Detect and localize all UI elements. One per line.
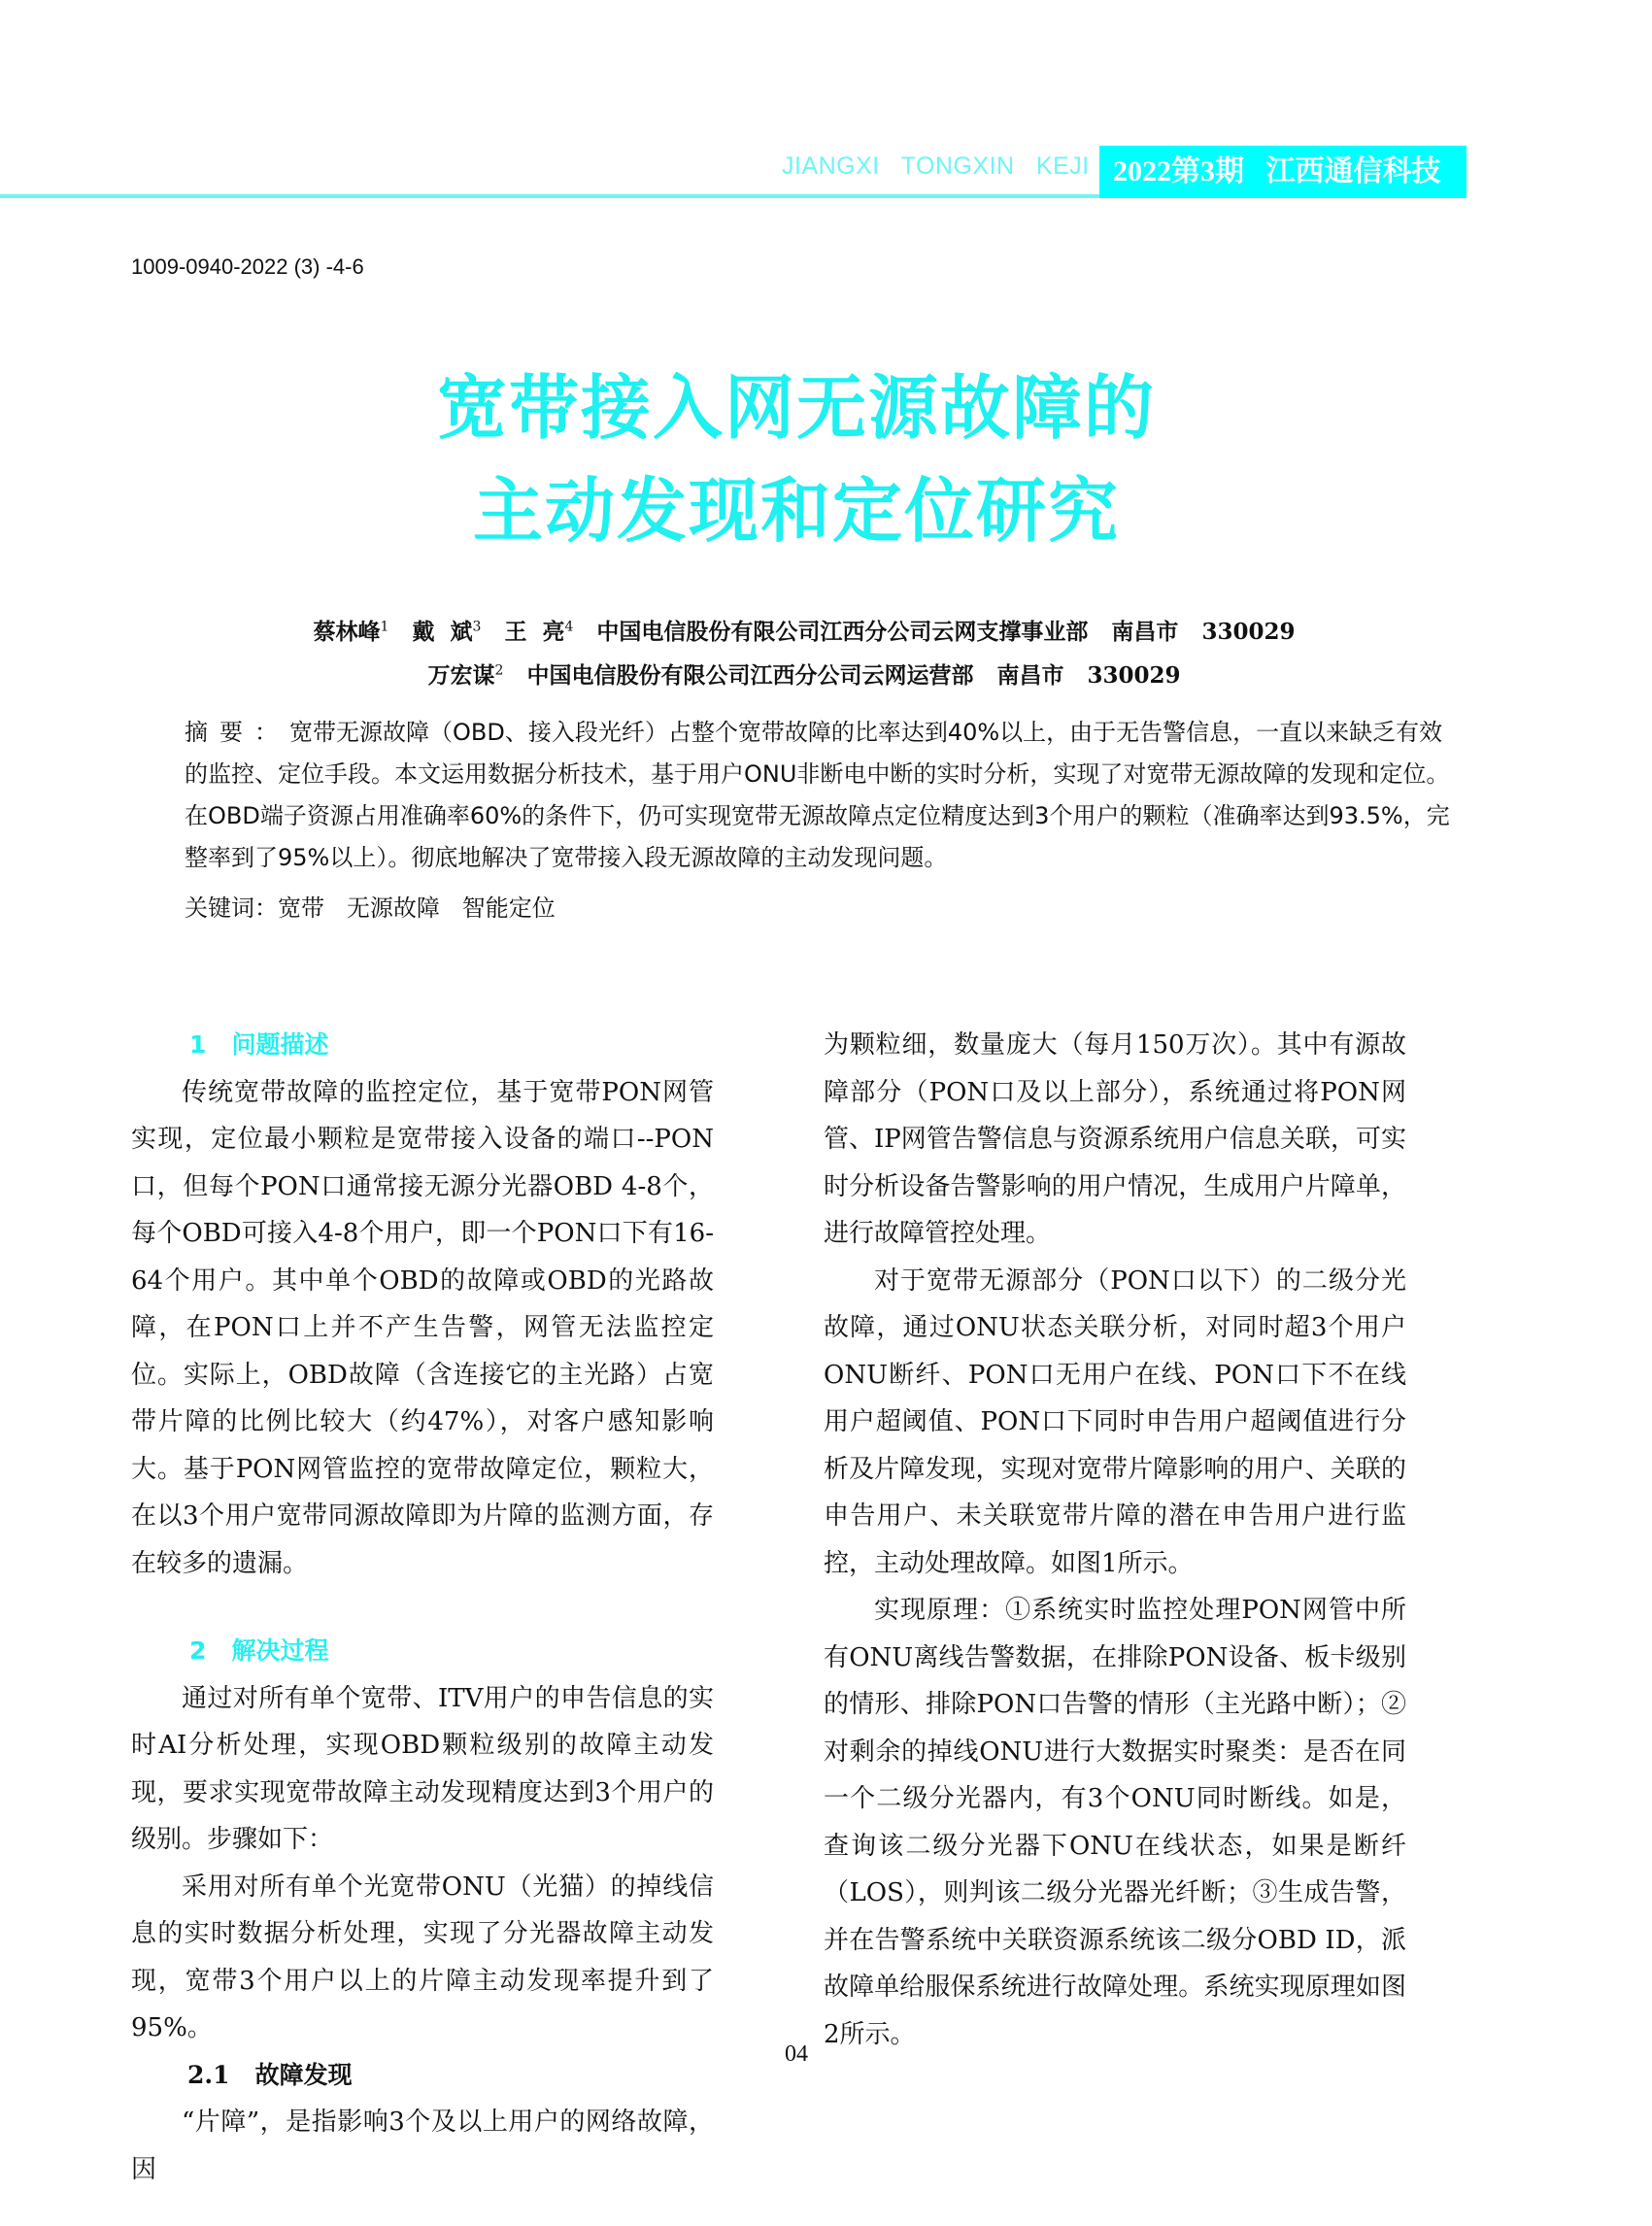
section-heading-1: 1 问题描述 <box>189 1030 329 1059</box>
paper-title-line-1: 宽带接入网无源故障的 <box>436 367 1156 449</box>
abstract-label: 摘要： <box>185 719 289 746</box>
author-name: 王 亮 <box>504 619 565 645</box>
keyword: 智能定位 <box>461 894 556 922</box>
author-affil-mark: 3 <box>472 619 482 635</box>
document-code: 1009-0940-2022 (3) -4-6 <box>131 254 364 279</box>
paragraph: 为颗粒细，数量庞大（每月150万次）。其中有源故障部分（PON口及以上部分），系统通过将PON网管、IP网管告警信息与资源系统用户信息关联，可实时分析设备告警影响的用户情况，生成用户片障单，进行故障管控处理。 <box>824 1030 1406 1248</box>
abstract-text: 宽带无源故障（OBD、接入段光纤）占整个宽带故障的比率达到40%以上，由于无告警信息，一直以来缺乏有效的监控、定位手段。本文运用数据分析技术，基于用户ONU非断电中断的实时分析，实现了对宽带无源故障的发现和定位。在OBD端子资源占用准确率60%的条件下，仍可实现宽带无源故障点定位精度达到3个用户的颗粒（准确率达到93.5%，完整率到了95%以上）。彻底地解决了宽带接入段无源故障的主动发现问题。 <box>185 719 1450 871</box>
authors-line-2 <box>0 631 1593 690</box>
author-affiliation: 中国电信股份有限公司江西分公司云网运营部 南昌市 330029 <box>526 662 1181 689</box>
author-affil-mark: 4 <box>564 619 574 635</box>
subsection-heading-2-1: 2.1 故障发现 <box>187 2060 353 2089</box>
paragraph: 对于宽带无源部分（PON口以下）的二级分光故障，通过ONU状态关联分析，对同时超3个用户ONU断纤、PON口无用户在线、PON口下不在线用户超阈值、PON口下同时申告用户超阈值进行分析及片障发现，实现对宽带片障影响的用户、关联的申告用户、未关联宽带片障的潜在申告用户进行监控，主动处理故障。如图1所示。 <box>824 1265 1406 1578</box>
page-number: 04 <box>785 2041 808 2067</box>
keyword: 宽带 <box>278 894 324 922</box>
right-column <box>824 1022 1406 2058</box>
left-column <box>131 1022 714 2193</box>
author-affiliation: 中国电信股份有限公司江西分公司云网支撑事业部 南昌市 330029 <box>596 619 1296 645</box>
author-affil-mark: 2 <box>494 662 504 679</box>
author-affil-mark: 1 <box>380 619 389 635</box>
keyword: 无源故障 <box>346 894 440 922</box>
author-name: 蔡林峰 <box>313 619 381 645</box>
keywords <box>185 889 556 923</box>
author-name: 戴 斌 <box>412 619 473 645</box>
paragraph: 传统宽带故障的监控定位，基于宽带PON网管实现，定位最小颗粒是宽带接入设备的端口--PON口，但每个PON口通常接无源分光器OBD 4-8个，每个OBD可接入4-8个用户，即一个PON口下有16-64个用户。其中单个OBD的故障或OBD的光路故障，在PON口上并不产生告警，网管无法监控定位。实际上，OBD故障（含连接它的主光路）占宽带片障的比例比较大（约47%），对客户感知影响大。基于PON网管监控的宽带故障定位，颗粒大，在以3个用户宽带同源故障即为片障的监测方面，存在较多的遗漏。 <box>131 1077 714 1578</box>
paragraph: 通过对所有单个宽带、ITV用户的申告信息的实时AI分析处理，实现OBD颗粒级别的故障主动发现，要求实现宽带故障主动发现精度达到3个用户的级别。步骤如下： <box>131 1683 714 1854</box>
abstract <box>185 712 1457 879</box>
paragraph: 实现原理：①系统实时监控处理PON网管中所有ONU离线告警数据，在排除PON设备、板卡级别的情形、排除PON口告警的情形（主光路中断）；②对剩余的掉线ONU进行大数据实时聚类：是否在同一个二级分光器内，有3个ONU同时断线。如是，查询该二级分光器下ONU在线状态，如果是断纤（LOS），则判该二级分光器光纤断；③生成告警，并在告警系统中关联资源系统该二级分OBD ID，派故障单给服保系统进行故障处理。系统实现原理如图2所示。 <box>824 1596 1406 2049</box>
section-heading-2: 2 解决过程 <box>189 1636 329 1665</box>
paragraph: “片障”，是指影响3个及以上用户的网络故障，因 <box>131 2108 714 2184</box>
paragraph: 采用对所有单个光宽带ONU（光猫）的掉线信息的实时数据分析处理，实现了分光器故障主动发现，宽带3个用户以上的片障主动发现率提升到了95%。 <box>131 1872 714 2042</box>
journal-name-pinyin: JIANGXI TONGXIN KEJI <box>782 152 1090 180</box>
author-name: 万宏谋 <box>427 662 495 689</box>
paper-title-line-2: 主动发现和定位研究 <box>472 470 1120 552</box>
journal-issue-badge: 2022第3期 江西通信科技 <box>1099 146 1467 198</box>
keywords-label: 关键词： <box>185 894 278 922</box>
